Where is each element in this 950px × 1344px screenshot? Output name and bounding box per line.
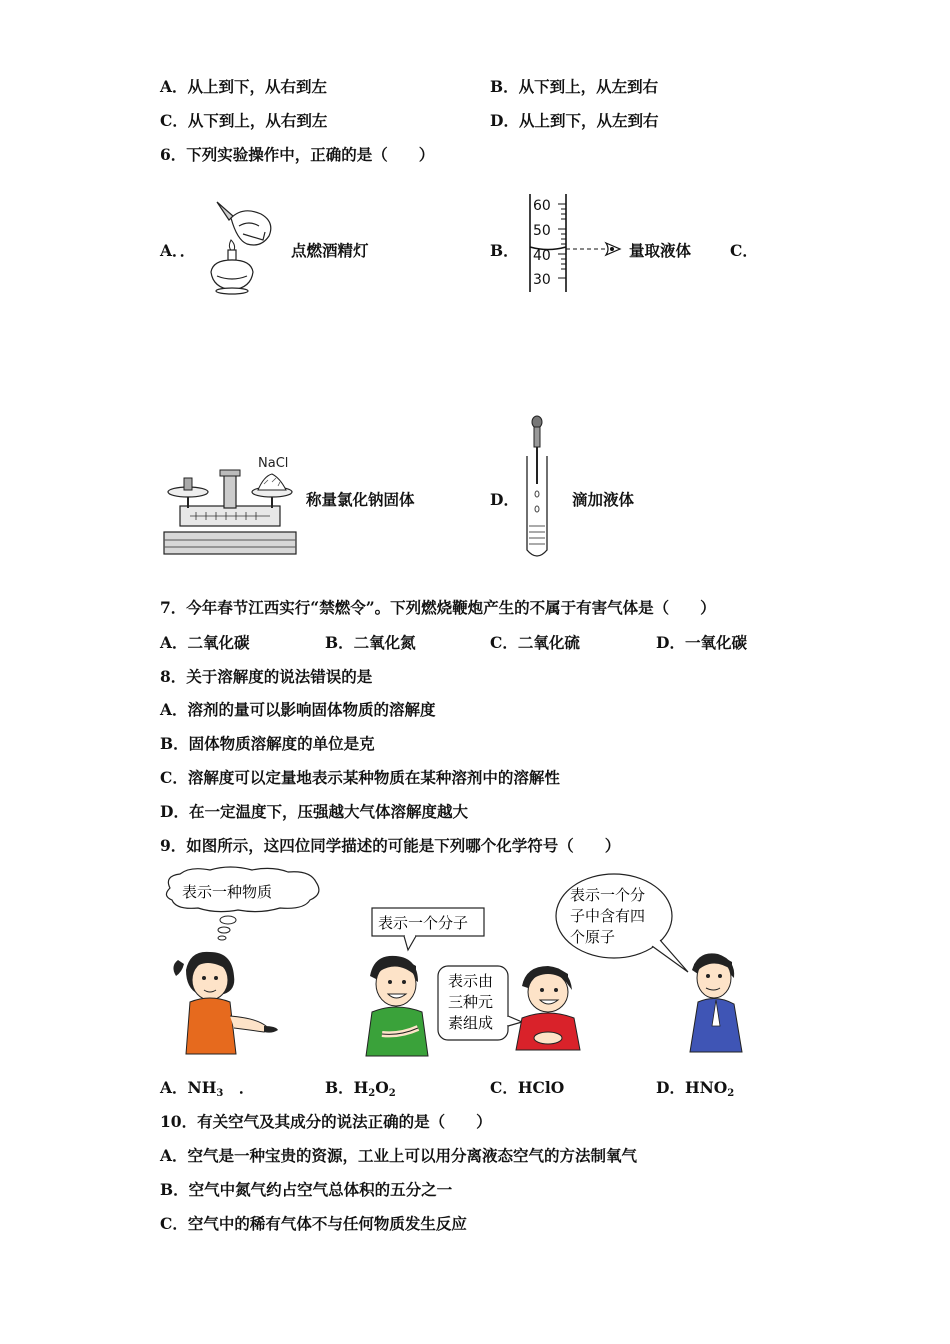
q9-option-a: A．$NH_3$ ． [160, 1078, 255, 1099]
student-boy-green [366, 956, 428, 1056]
student-girl [173, 952, 278, 1054]
q9-option-c: C．HClO [490, 1078, 565, 1097]
bubble-3-line-3: 素组成 [448, 1014, 494, 1032]
q9-stem: 9．如图所示，这四位同学描述的可能是下列哪个化学符号（ ） [160, 836, 621, 855]
q7-stem: 7．今年春节江西实行“禁燃令”。下列燃烧鞭炮产生的不属于有害气体是（ ） [160, 598, 716, 617]
bubble-2-text: 表示一个分子 [378, 914, 469, 932]
balance-scale-figure [160, 450, 302, 560]
q6-option-c-label: C． [730, 241, 758, 260]
q10-stem: 10．有关空气及其成分的说法正确的是（ ） [160, 1112, 492, 1131]
q6-option-a-label: A．． [160, 241, 196, 260]
bubble-4-line-2: 子中含有四 [570, 907, 646, 925]
balance-nacl-label: NaCl [258, 456, 289, 471]
q9-option-b: B．$H_2O_2$ [325, 1078, 396, 1099]
q10-option-c: C．空气中的稀有气体不与任何物质发生反应 [160, 1214, 467, 1233]
cylinder-tick-60: 60 [533, 198, 551, 214]
bubble-4-line-1: 表示一个分 [570, 886, 646, 904]
bubble-1-text: 表示一种物质 [182, 883, 273, 901]
bubble-4-line-3: 个原子 [570, 928, 616, 946]
q5-option-d: D．从上到下，从左到右 [490, 111, 659, 130]
q8-option-d: D．在一定温度下，压强越大气体溶解度越大 [160, 802, 468, 821]
cylinder-tick-50: 50 [533, 223, 551, 239]
q6-option-d-caption: 滴加液体 [572, 490, 635, 509]
q6-option-b-caption: 量取液体 [629, 241, 692, 260]
alcohol-lamp-lighting-figure [203, 196, 285, 296]
q7-option-b: B．二氧化氮 [325, 633, 416, 652]
student-boy-blue [690, 953, 742, 1052]
q10-option-b: B．空气中氮气约占空气总体积的五分之一 [160, 1180, 453, 1199]
cylinder-tick-40: 40 [533, 248, 551, 264]
q5-option-a: A．从上到下，从右到左 [160, 77, 328, 96]
q6-option-d-label: D． [490, 490, 519, 509]
student-boy-red [516, 966, 580, 1050]
q6-option-c-caption: 称量氯化钠固体 [306, 490, 415, 509]
dropper-test-tube-figure [520, 414, 554, 564]
q6-option-a-caption: 点燃酒精灯 [291, 241, 369, 260]
cylinder-tick-30: 30 [533, 272, 551, 288]
q6-option-b-label: B． [490, 241, 519, 260]
bubble-3-line-2: 三种元 [448, 993, 494, 1011]
q8-option-c: C．溶解度可以定量地表示某种物质在某种溶剂中的溶解性 [160, 768, 560, 787]
q5-option-b: B．从下到上，从左到右 [490, 77, 659, 96]
q8-option-a: A．溶剂的量可以影响固体物质的溶解度 [160, 700, 436, 719]
q7-option-d: D．一氧化碳 [656, 633, 747, 652]
q5-option-c: C．从下到上，从右到左 [160, 111, 328, 130]
graduated-cylinder-figure [524, 192, 624, 294]
q10-option-a: A．空气是一种宝贵的资源，工业上可以用分离液态空气的方法制氧气 [160, 1146, 638, 1165]
bubble-3-line-1: 表示由 [448, 972, 494, 990]
q7-option-c: C．二氧化硫 [490, 633, 580, 652]
q8-option-b: B．固体物质溶解度的单位是克 [160, 734, 375, 753]
q9-option-d: D．$HNO_2$ [656, 1078, 735, 1099]
q6-stem: 6．下列实验操作中，正确的是（ ） [160, 145, 435, 164]
q7-option-a: A．二氧化碳 [160, 633, 250, 652]
students-speech-figure [160, 866, 750, 1062]
q8-stem: 8．关于溶解度的说法错误的是 [160, 667, 373, 686]
